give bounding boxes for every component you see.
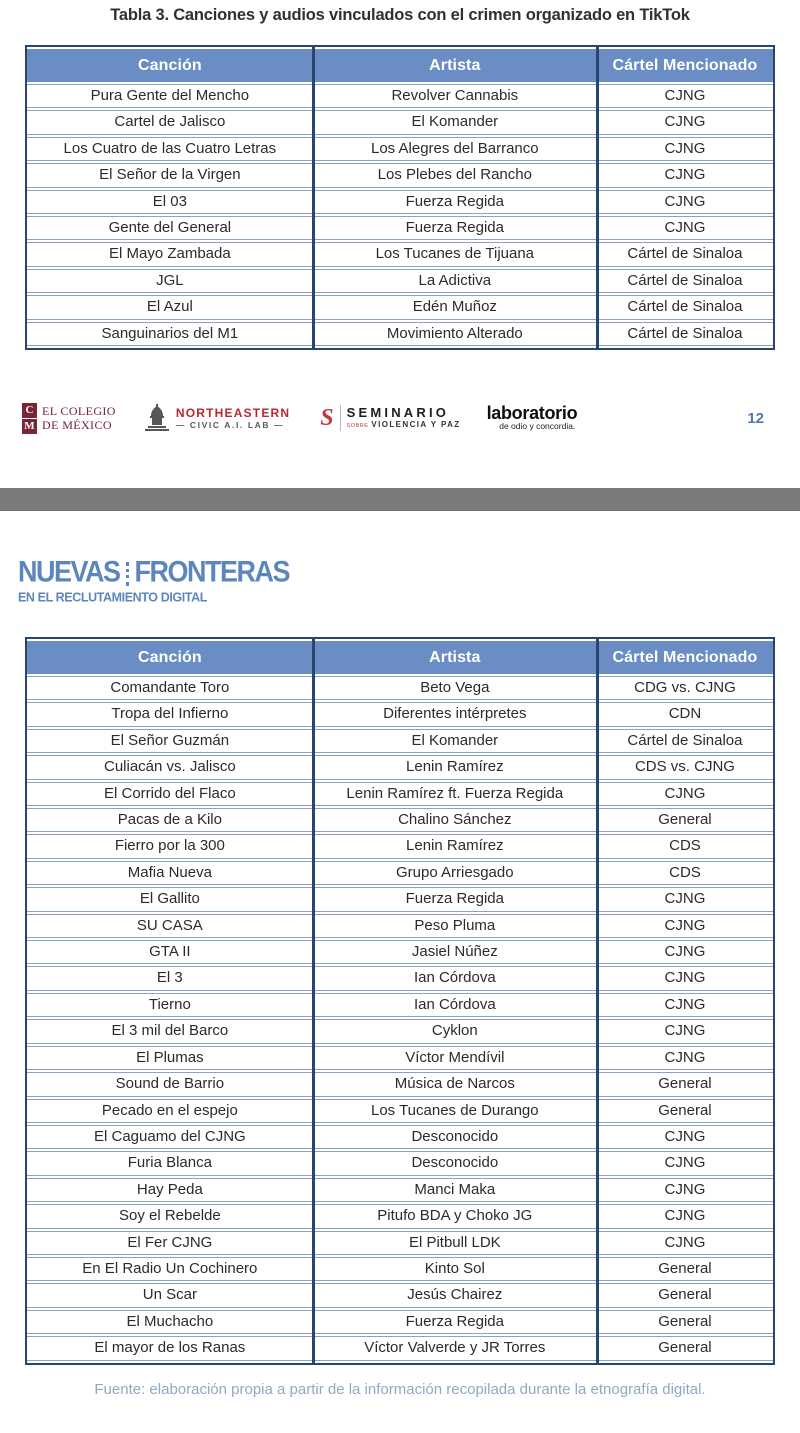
table-cell: Cártel de Sinaloa [597, 295, 773, 319]
laboratorio-logo [487, 405, 578, 431]
table-cell: Pecado en el espejo [27, 1099, 313, 1123]
table-cell: CJNG [597, 940, 773, 964]
table-row [27, 269, 773, 293]
table-cell: El Gallito [27, 887, 313, 911]
table-cell: CJNG [597, 1019, 773, 1043]
laboratorio-name: laboratorio [486, 405, 578, 421]
column-header: Cártel Mencionado [597, 641, 773, 674]
table-cell: El Corrido del Flaco [27, 782, 313, 806]
column-divider [596, 47, 599, 348]
table-cell: General [597, 1099, 773, 1123]
songs-table-1 [27, 47, 773, 348]
table-row [27, 940, 773, 964]
table-canciones-2 [25, 637, 775, 1365]
table-cell: Cártel de Sinaloa [597, 242, 773, 266]
brand-subtitle: EN EL RECLUTAMIENTO DIGITAL [18, 590, 207, 605]
table-cell: Chalino Sánchez [313, 808, 597, 832]
table-row [27, 1231, 773, 1255]
column-header: Artista [313, 641, 597, 674]
table-cell: CDG vs. CJNG [597, 676, 773, 700]
column-header: Canción [27, 49, 313, 82]
table-cell: Los Cuatro de las Cuatro Letras [27, 137, 313, 161]
table-header [27, 49, 773, 82]
table-cell: CJNG [597, 993, 773, 1017]
table-cell: Comandante Toro [27, 676, 313, 700]
table-cell: El 3 mil del Barco [27, 1019, 313, 1043]
table-cell: Los Tucanes de Tijuana [313, 242, 597, 266]
table-cell: Beto Vega [313, 676, 597, 700]
table-row [27, 322, 773, 346]
table-cell: CDS vs. CJNG [597, 755, 773, 779]
table-row [27, 1046, 773, 1070]
table-cell: Kinto Sol [313, 1257, 597, 1281]
table-cell: Peso Pluma [313, 914, 597, 938]
page-title: Tabla 3. Canciones y audios vinculados con el crimen organizado en TikTok [110, 6, 690, 24]
table-body [27, 84, 773, 346]
table-row [27, 1151, 773, 1175]
seminario-subrow [347, 420, 461, 431]
table-cell: Ian Córdova [313, 966, 597, 990]
table-row [27, 702, 773, 726]
table-cell: La Adictiva [313, 269, 597, 293]
northeastern-logo [144, 403, 290, 433]
table-cell: Ian Córdova [313, 993, 597, 1017]
northeastern-name: NORTHEASTERN [175, 405, 291, 420]
table-row [27, 782, 773, 806]
nuevas-fronteras-logo [18, 555, 290, 605]
table-row [27, 1019, 773, 1043]
table-cell: Sanguinarios del M1 [27, 322, 313, 346]
table-row [27, 993, 773, 1017]
table-cell: El mayor de los Ranas [27, 1336, 313, 1360]
table-cell: CJNG [597, 1178, 773, 1202]
table-cell: Cártel de Sinaloa [597, 269, 773, 293]
table-row [27, 1125, 773, 1149]
table-row [27, 84, 773, 108]
table-cell: Jasiel Núñez [313, 940, 597, 964]
seminario-divider [340, 405, 341, 431]
table-cell: CJNG [597, 190, 773, 214]
table-cell: Lenin Ramírez [313, 834, 597, 858]
table-cell: Fuerza Regida [313, 887, 597, 911]
brand-word-nuevas: NUEVAS [18, 555, 120, 589]
table-cell: SU CASA [27, 914, 313, 938]
table-header [27, 641, 773, 674]
table-cell: Desconocido [313, 1151, 597, 1175]
table-row [27, 861, 773, 885]
colmex-m-square: M [22, 419, 37, 434]
table-row [27, 1310, 773, 1334]
page-divider-bar [0, 488, 800, 511]
column-divider [312, 639, 315, 1363]
table-cell: Fuerza Regida [313, 216, 597, 240]
table-cell: Los Tucanes de Durango [313, 1099, 597, 1123]
table-cell: El Caguamo del CJNG [27, 1125, 313, 1149]
table-cell: Los Plebes del Rancho [313, 163, 597, 187]
table-cell: Tierno [27, 993, 313, 1017]
dotted-divider-icon [126, 562, 129, 586]
table-row [27, 966, 773, 990]
table-cell: Cártel de Sinaloa [597, 322, 773, 346]
table-cell: GTA II [27, 940, 313, 964]
table-cell: CJNG [597, 110, 773, 134]
colmex-wordmark [42, 404, 116, 432]
table-cell: CJNG [597, 914, 773, 938]
table-cell: Gente del General [27, 216, 313, 240]
colmex-emblem-icon [22, 403, 37, 434]
table-cell: Víctor Valverde y JR Torres [313, 1336, 597, 1360]
table-cell: Música de Narcos [313, 1072, 597, 1096]
colmex-line2: DE MÉXICO [42, 418, 112, 432]
table-row [27, 295, 773, 319]
table-cell: General [597, 1283, 773, 1307]
footer-logo-strip [22, 396, 778, 440]
brand-word-fronteras: FRONTERAS [134, 555, 290, 589]
table-row [27, 242, 773, 266]
table-row [27, 887, 773, 911]
table-cell: Cyklon [313, 1019, 597, 1043]
table-cell: Pitufo BDA y Choko JG [313, 1204, 597, 1228]
table-cell: CJNG [597, 887, 773, 911]
table-row [27, 1099, 773, 1123]
table-cell: CJNG [597, 1231, 773, 1255]
table-cell: JGL [27, 269, 313, 293]
table-cell: El Mayo Zambada [27, 242, 313, 266]
northeastern-sub: — CIVIC A.I. LAB — [175, 419, 285, 430]
table-cell: El Pitbull LDK [313, 1231, 597, 1255]
seminario-sub: VIOLENCIA Y PAZ [371, 419, 461, 429]
table-cell: Culiacán vs. Jalisco [27, 755, 313, 779]
table-row [27, 1178, 773, 1202]
column-header: Canción [27, 641, 313, 674]
colmex-line1: EL COLEGIO [42, 404, 116, 418]
table-cell: Mafia Nueva [27, 861, 313, 885]
table-cell: General [597, 1336, 773, 1360]
table-row [27, 1257, 773, 1281]
table-cell: Cártel de Sinaloa [597, 729, 773, 753]
table-cell: Edén Muñoz [313, 295, 597, 319]
table-cell: Sound de Barrio [27, 1072, 313, 1096]
table-cell: El Azul [27, 295, 313, 319]
table-cell: En El Radio Un Cochinero [27, 1257, 313, 1281]
table-cell: Grupo Arriesgado [313, 861, 597, 885]
table-cell: Tropa del Infierno [27, 702, 313, 726]
table-row [27, 729, 773, 753]
table-cell: CJNG [597, 782, 773, 806]
seminario-sobre: SOBRE [346, 422, 369, 429]
table-cell: General [597, 1310, 773, 1334]
table-cell: Lenin Ramírez [313, 755, 597, 779]
brand-title-row [18, 555, 290, 589]
seminario-s-icon: S [320, 405, 334, 431]
table-cell: Soy el Rebelde [27, 1204, 313, 1228]
table-cell: El Komander [313, 729, 597, 753]
table-cell: Movimiento Alterado [313, 322, 597, 346]
table-cell: El 03 [27, 190, 313, 214]
table-cell: El Plumas [27, 1046, 313, 1070]
table-row [27, 110, 773, 134]
source-footnote: Fuente: elaboración propia a partir de la información recopilada durante la etnografía digital. [94, 1381, 706, 1398]
table-cell: El Muchacho [27, 1310, 313, 1334]
header-row [27, 641, 773, 674]
table-cell: CDS [597, 861, 773, 885]
table-cell: Cartel de Jalisco [27, 110, 313, 134]
table-row [27, 755, 773, 779]
table-cell: El Fer CJNG [27, 1231, 313, 1255]
header-row [27, 49, 773, 82]
table-row [27, 1283, 773, 1307]
table-row [27, 808, 773, 832]
table-cell: El Komander [313, 110, 597, 134]
table-cell: El 3 [27, 966, 313, 990]
seminario-name: SEMINARIO [346, 404, 450, 420]
table-cell: General [597, 808, 773, 832]
table-row [27, 914, 773, 938]
songs-table-2 [27, 639, 773, 1363]
colmex-c-square: C [22, 403, 37, 418]
column-divider [312, 47, 315, 348]
table-row [27, 1072, 773, 1096]
table-cell: Hay Peda [27, 1178, 313, 1202]
table-row [27, 216, 773, 240]
table-cell: Manci Maka [313, 1178, 597, 1202]
table-cell: Víctor Mendívil [313, 1046, 597, 1070]
seminario-wordmark [347, 406, 461, 431]
table-canciones-1 [25, 45, 775, 350]
table-cell: El Señor Guzmán [27, 729, 313, 753]
table-row [27, 163, 773, 187]
table-cell: Diferentes intérpretes [313, 702, 597, 726]
table-cell: CJNG [597, 1125, 773, 1149]
table-row [27, 676, 773, 700]
table-cell: CDS [597, 834, 773, 858]
table-row [27, 1204, 773, 1228]
table-cell: El Señor de la Virgen [27, 163, 313, 187]
table-cell: Pura Gente del Mencho [27, 84, 313, 108]
table-row [27, 834, 773, 858]
table-cell: Lenin Ramírez ft. Fuerza Regida [313, 782, 597, 806]
table-cell: Fierro por la 300 [27, 834, 313, 858]
table-cell: CJNG [597, 137, 773, 161]
table-row [27, 1336, 773, 1360]
table-cell: Furia Blanca [27, 1151, 313, 1175]
table-cell: General [597, 1257, 773, 1281]
table-cell: CJNG [597, 966, 773, 990]
table-cell: Pacas de a Kilo [27, 808, 313, 832]
table-row [27, 137, 773, 161]
table-cell: Fuerza Regida [313, 1310, 597, 1334]
column-divider [596, 639, 599, 1363]
table-cell: General [597, 1072, 773, 1096]
table-cell: Revolver Cannabis [313, 84, 597, 108]
table-cell: CJNG [597, 1204, 773, 1228]
column-header: Cártel Mencionado [597, 49, 773, 82]
table-cell: CJNG [597, 163, 773, 187]
table-cell: Los Alegres del Barranco [313, 137, 597, 161]
table-cell: Un Scar [27, 1283, 313, 1307]
table-cell: Fuerza Regida [313, 190, 597, 214]
table-cell: CJNG [597, 1046, 773, 1070]
seminario-logo [320, 405, 460, 431]
column-header: Artista [313, 49, 597, 82]
laboratorio-sub: de odio y concordia. [499, 421, 576, 431]
table-body [27, 676, 773, 1361]
table-row [27, 190, 773, 214]
building-dome-icon [144, 403, 170, 433]
table-cell: CJNG [597, 216, 773, 240]
colmex-logo [22, 403, 116, 434]
table-cell: Jesús Chairez [313, 1283, 597, 1307]
page-number: 12 [747, 409, 764, 427]
table-cell: CJNG [597, 1151, 773, 1175]
northeastern-wordmark [176, 406, 290, 431]
table-cell: Desconocido [313, 1125, 597, 1149]
table-cell: CDN [597, 702, 773, 726]
table-cell: CJNG [597, 84, 773, 108]
